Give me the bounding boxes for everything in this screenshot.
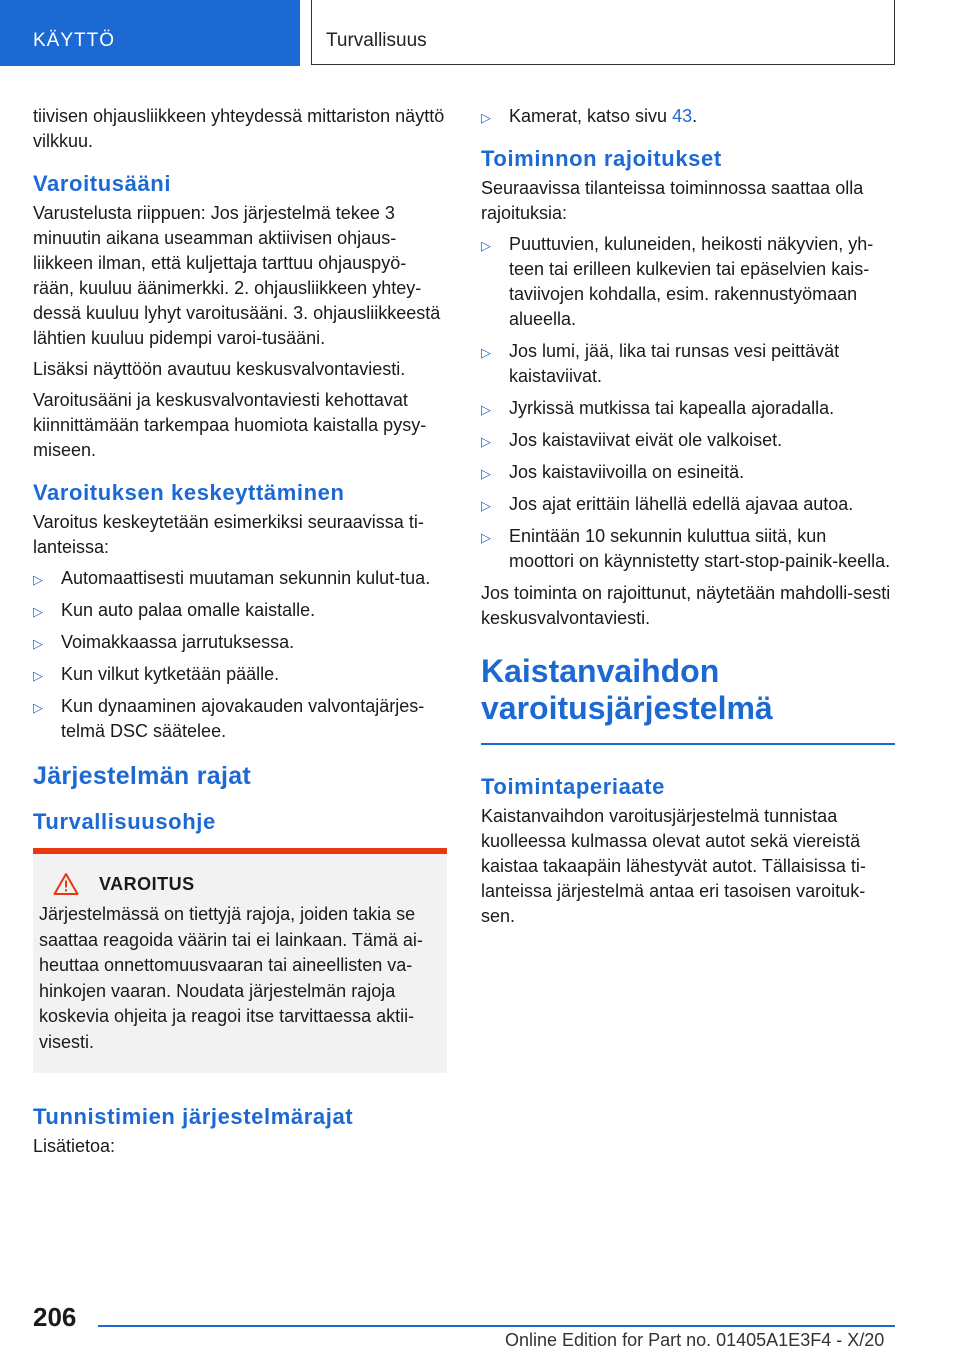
sensor-limits-heading: Tunnistimien järjestelmärajat <box>33 1104 354 1129</box>
list-item: ▷ Kun vilkut kytketään päälle. <box>33 662 447 687</box>
edition-text: Online Edition for Part no. 01405A1E3F4 - X/20 <box>505 1330 885 1350</box>
interrupt-intro: Varoitus keskeytetään esimerkiksi seuraavissa ti-lanteissa: <box>33 512 424 557</box>
section-tab[interactable]: KÄYTTÖ <box>0 0 300 66</box>
triangle-bullet-icon: ▷ <box>481 402 491 417</box>
lane-change-warning-title: Kaistanvaihdon varoitusjärjestelmä <box>481 653 773 726</box>
chapter-tab[interactable]: Turvallisuus <box>311 0 895 65</box>
principle-heading: Toimintaperiaate <box>481 774 666 799</box>
restrictions-intro: Seuraavissa tilanteissa toiminnossa saattaa olla rajoituksia: <box>481 178 864 223</box>
triangle-bullet-icon: ▷ <box>33 604 43 619</box>
safety-note-heading: Turvallisuusohje <box>33 809 216 834</box>
sensor-limits-text: Lisätietoa: <box>33 1136 116 1156</box>
list-item: ▷ Kun dynaaminen ajovakauden valvontajärjes-telmä DSC säätelee. <box>33 696 425 741</box>
list-item: ▷ Kamerat, katso sivu 43. <box>481 104 895 129</box>
right-column <box>481 104 895 935</box>
warning-title: VAROITUS <box>99 873 195 894</box>
warning-sound-heading: Varoitusääni <box>33 171 172 196</box>
triangle-bullet-icon: ▷ <box>33 636 43 651</box>
warning-header <box>39 872 433 896</box>
footer-rule <box>98 1325 895 1327</box>
triangle-bullet-icon: ▷ <box>481 434 491 449</box>
warning-text: Järjestelmässä on tiettyjä rajoja, joiden takia se saattaa reagoida väärin tai ei lainkaan. Tämä ai-heuttaa onnettomuusvaaran tai aineellisten va-hinkojen vaaran. Noudata järjestelmän rajoja koskevia ohjeita ja reagoi itse tarvittaessa aktii-visesti. <box>39 904 423 1052</box>
cameras-list <box>481 104 895 129</box>
list-item: ▷ Automaattisesti muutaman sekunnin kulut-tua. <box>33 566 447 591</box>
list-item: ▷ Voimakkaassa jarrutuksessa. <box>33 630 447 655</box>
list-item: ▷ Jos kaistaviivoilla on esineitä. <box>481 460 895 485</box>
triangle-bullet-icon: ▷ <box>33 668 43 683</box>
system-limits-heading: Järjestelmän rajat <box>33 762 252 790</box>
triangle-bullet-icon: ▷ <box>481 530 491 545</box>
list-item: ▷ Enintään 10 sekunnin kuluttua siitä, kun moottori on käynnistetty start-stop-painik-keella. <box>481 526 891 571</box>
list-item: ▷ Kun auto palaa omalle kaistalle. <box>33 598 447 623</box>
warning-box <box>33 848 447 1073</box>
title-rule <box>481 743 895 745</box>
interrupt-heading: Varoituksen keskeyttäminen <box>33 480 345 505</box>
warning-triangle-icon <box>53 872 79 896</box>
triangle-bullet-icon: ▷ <box>481 498 491 513</box>
page-link[interactable]: 43 <box>672 106 693 126</box>
page-header <box>0 0 960 66</box>
restrictions-list <box>481 232 895 574</box>
list-item: ▷ Jyrkissä mutkissa tai kapealla ajoradalla. <box>481 396 895 421</box>
list-item: ▷ Puuttuvien, kuluneiden, heikosti näkyvien, yh-teen tai erilleen kulkevien tai epäselvien kais-taviivojen kohdalla, esim. rakennustyömaan alueella. <box>481 234 874 329</box>
page-footer <box>0 1290 960 1362</box>
list-item: ▷ Jos ajat erittäin lähellä edellä ajavaa autoa. <box>481 492 895 517</box>
triangle-bullet-icon: ▷ <box>33 700 43 715</box>
warning-sound-paragraph-3: Varoitusääni ja keskusvalvontaviesti kehottavat kiinnittämään tarkempaa huomiota kaistalla pysy-miseen. <box>33 390 427 460</box>
triangle-bullet-icon: ▷ <box>481 110 491 125</box>
left-column <box>33 104 447 1165</box>
page-number: 206 <box>33 1302 77 1332</box>
triangle-bullet-icon: ▷ <box>481 238 491 253</box>
interrupt-list <box>33 566 447 744</box>
warning-sound-paragraph-2: Lisäksi näyttöön avautuu keskusvalvontaviesti. <box>33 359 406 379</box>
triangle-bullet-icon: ▷ <box>481 345 491 360</box>
intro-paragraph: tiivisen ohjausliikkeen yhteydessä mittariston näyttö vilkkuu. <box>33 106 445 151</box>
triangle-bullet-icon: ▷ <box>33 572 43 587</box>
restrictions-outro: Jos toiminta on rajoittunut, näytetään mahdolli-sesti keskusvalvontaviesti. <box>481 583 891 628</box>
principle-text: Kaistanvaihdon varoitusjärjestelmä tunnistaa kuolleessa kulmassa olevat autot sekä viereistä kaistaa takaapäin lähestyvät autot. Tällaisissa ti-lanteissa järjestelmä antaa eri tasoisen varoituk-sen. <box>481 806 866 926</box>
list-item: ▷ Jos kaistaviivat eivät ole valkoiset. <box>481 428 895 453</box>
restrictions-heading: Toiminnon rajoitukset <box>481 146 722 171</box>
triangle-bullet-icon: ▷ <box>481 466 491 481</box>
list-item: ▷ Jos lumi, jää, lika tai runsas vesi peittävät kaistaviivat. <box>481 341 840 386</box>
warning-sound-paragraph-1: Varustelusta riippuen: Jos järjestelmä tekee 3 minuutin aikana useamman aktiivisen ohjaus-liikkeen ilman, että kuljettaja tarttuu ohjauspyö-rään, kuuluu äänimerkki. 2. ohjausliikkeen yhtey-dessä kuuluu lyhyt varoitusääni. 3. ohjausliikkeestä lähtien kuuluu pidempi varoi-tusääni. <box>33 203 441 348</box>
